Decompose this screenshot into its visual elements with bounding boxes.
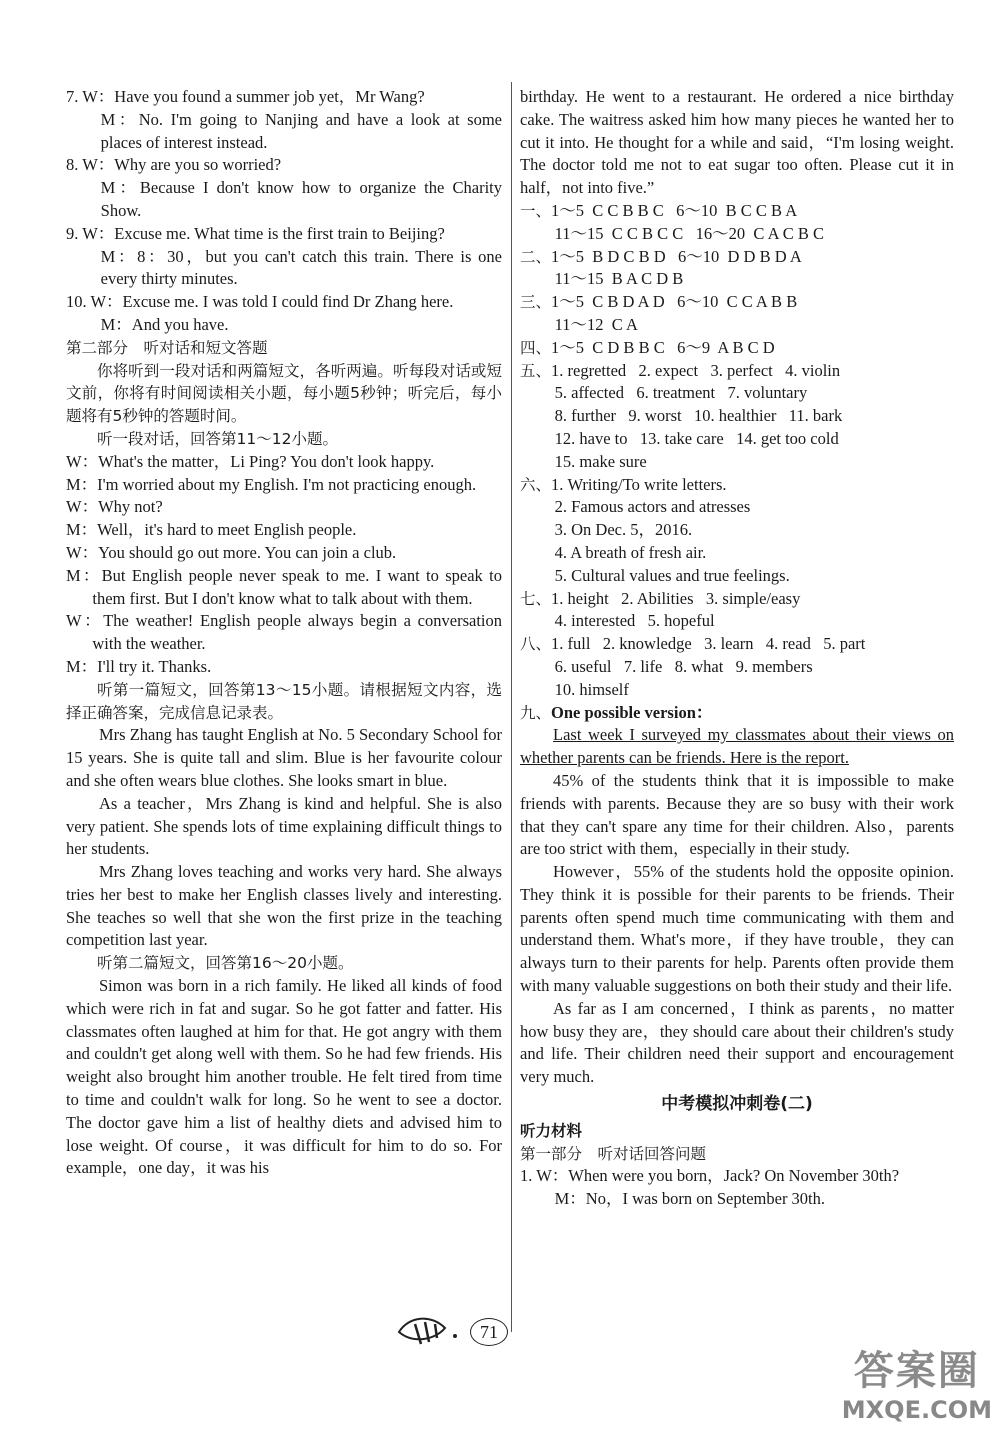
left-paragraph: W：Why not? xyxy=(66,497,163,517)
answer-text: 15. make sure xyxy=(554,451,647,471)
answer-line xyxy=(520,610,954,633)
answer-text: 3. On Dec. 5，2016. xyxy=(554,520,693,540)
left-paragraph: Mrs Zhang has taught English at No. 5 Secondary School for 15 years. She is quite tall and slim. Blue is her favourite colour and she often wears blue clothes. She looks smart in blue. xyxy=(66,725,502,790)
answer-line xyxy=(520,679,954,702)
dialogue-line-1: 1. W：When were you born，Jack? On November 30th? xyxy=(520,1166,900,1186)
left-paragraph: 7. W：Have you found a summer job yet，Mr Wang? xyxy=(66,87,425,106)
answer-line xyxy=(520,656,954,679)
watermark-logo xyxy=(842,1339,992,1424)
answer-text: 2. Famous actors and atresses xyxy=(554,497,751,517)
answer-text: 1～5 C C B B C 6～10 B C C B A xyxy=(551,200,798,220)
page-number: 71 xyxy=(470,1318,508,1346)
left-paragraph: 你将听到一段对话和两篇短文，各听两遍。听每段对话或短文前，你将有时间阅读相关小题，每小题5秒钟；听完后，每小题将有5秒钟的答题时间。 xyxy=(66,361,502,426)
left-paragraph: 听一段对话，回答第11～12小题。 xyxy=(97,429,338,448)
left-paragraph: M：But English people never speak to me. I want to speak to them first. But I don't know what to talk about with them. xyxy=(66,565,502,608)
essay-heading: One possible version： xyxy=(551,702,713,722)
left-paragraph: W：The weather! English people always begin a conversation with the weather. xyxy=(66,611,502,654)
left-paragraph: 听第一篇短文，回答第13～15小题。请根据短文内容，选择正确答案，完成信息记录表。 xyxy=(66,680,502,722)
answer-text: 10. himself xyxy=(554,679,629,699)
answer-text: 4. interested 5. hopeful xyxy=(554,611,715,631)
answer-line xyxy=(520,405,954,428)
answer-text: 1. regretted 2. expect 3. perfect 4. violin xyxy=(551,360,841,380)
left-paragraph: W：You should go out more. You can join a club. xyxy=(66,542,397,562)
answer-group-label: 五、 xyxy=(520,361,552,380)
answer-text: 1～5 C D B B C 6～9 A B C D xyxy=(551,337,775,357)
left-paragraph: 10. W：Excuse me. I was told I could find Dr Zhang here. xyxy=(66,292,454,312)
answer-text: 8. further 9. worst 10. healthier 11. bark xyxy=(554,406,843,426)
left-paragraph: M：I'll try it. Thanks. xyxy=(66,656,212,676)
dialogue-line-2: M：No，I was born on September 30th. xyxy=(554,1189,826,1209)
left-paragraph: M：No. I'm going to Nanjing and have a look at some places of interest instead. xyxy=(100,109,502,152)
answer-line xyxy=(520,268,954,291)
answer-line xyxy=(520,496,954,519)
answer-line xyxy=(520,223,954,246)
left-paragraph: 听第二篇短文，回答第16～20小题。 xyxy=(97,954,354,973)
left-paragraph: As a teacher，Mrs Zhang is kind and helpful. She is also very patient. She spends lots of time explaining difficult things to her students. xyxy=(66,793,502,859)
essay-intro: Last week I surveyed my classmates about their views on whether parents can be friends. Here is the report. xyxy=(520,725,954,768)
answer-key xyxy=(520,200,954,702)
left-paragraph: M：8：30，but you can't catch this train. There is one every thirty minutes. xyxy=(100,246,502,289)
answer-text: 5. Cultural values and true feelings. xyxy=(554,565,790,585)
left-paragraph: 9. W：Excuse me. What time is the first train to Beijing? xyxy=(66,223,445,243)
answer-text: 5. affected 6. treatment 7. voluntary xyxy=(554,383,808,403)
watermark-line2: MXQE.COM xyxy=(841,1396,992,1424)
answer-text: 1～5 B D C B D 6～10 D D B D A xyxy=(551,246,802,266)
left-paragraph: Mrs Zhang loves teaching and works very hard. She always tries her best to make her English classes lively and interesting. She teaches so well that she won the first prize in the teaching competition last year. xyxy=(66,862,502,950)
answer-text: 1. Writing/To write letters. xyxy=(551,474,727,494)
answer-group-label: 三、 xyxy=(520,293,552,312)
left-paragraph: Simon was born in a rich family. He liked all kinds of food which were rich in fat and sugar. So he got fatter and fatter. His classmates often laughed at him for that. He got angry with them and couldn't get along well with them. So he had few friends. His weight also brought him another trouble. He felt tired from time to time and couldn't walk for long. So he went to see a doctor. The doctor gave him a list of healthy diets and advised him to lose weight. Of course，it was difficult for him to do so. For example，one day，it was his xyxy=(66,976,502,1178)
answer-line xyxy=(520,542,954,565)
page-footer xyxy=(470,1318,508,1346)
answer-line xyxy=(520,451,954,474)
left-paragraph: M：Because I don't know how to organize the Charity Show. xyxy=(100,178,502,220)
answer-line xyxy=(520,519,954,542)
answer-line xyxy=(520,588,954,611)
left-paragraph: W：What's the matter，Li Ping? You don't look happy. xyxy=(66,451,435,471)
section-title: 中考模拟冲刺卷(二) xyxy=(661,1094,813,1115)
answer-text: 4. A breath of fresh air. xyxy=(554,542,707,562)
left-paragraph: M：I'm worried about my English. I'm not practicing enough. xyxy=(66,474,477,494)
answer-group-label: 七、 xyxy=(520,589,552,608)
answer-line xyxy=(520,360,954,383)
essay-paragraph-2: However，55% of the students hold the opposite opinion. They think it is possible for their parents to be friends. Their parents often spend much time communicating with them and understand them. What's more，if they have trouble，they can always turn to their parents for help. Parents often provide them with many valuable suggestions on both their study and their life. xyxy=(520,862,954,996)
watermark-line1: 答案圈 xyxy=(853,1348,980,1394)
answer-text: 6. useful 7. life 8. what 9. members xyxy=(554,656,813,676)
left-paragraph: 8. W：Why are you so worried? xyxy=(66,155,282,175)
answer-line xyxy=(520,314,954,337)
answer-line xyxy=(520,337,954,360)
left-paragraph: 第二部分 听对话和短文答题 xyxy=(66,338,268,357)
answer-line xyxy=(520,291,954,314)
answer-text: 11～15 B A C D B xyxy=(554,269,684,289)
column-divider xyxy=(511,82,512,1332)
answer-text: 11～15 C C B C C 16～20 C A C B C xyxy=(554,223,825,243)
part-heading: 第一部分 听对话回答问题 xyxy=(520,1144,707,1163)
answer-line xyxy=(520,382,954,405)
left-paragraph: M：Well，it's hard to meet English people. xyxy=(66,520,357,540)
answer-group-label: 二、 xyxy=(520,247,552,266)
essay-section xyxy=(520,702,954,1090)
material-heading: 听力材料 xyxy=(520,1121,583,1140)
answer-line xyxy=(520,200,954,223)
answer-line xyxy=(520,428,954,451)
answer-group-label: 六、 xyxy=(520,475,552,494)
left-paragraph: M：And you have. xyxy=(100,314,229,334)
fish-logo-icon xyxy=(395,1310,465,1350)
answer-line xyxy=(520,474,954,497)
essay-paragraph-3: As far as I am concerned，I think as parents，no matter how busy they are，they should care about their children's study and life. Their children need their support and encouragement very much. xyxy=(520,998,954,1087)
answer-group-label: 一、 xyxy=(520,201,552,220)
essay-paragraph-1: 45% of the students think that it is impossible to make friends with parents. Because they are so busy with their work that they can't spare any time for their children. Also，parents are too strict with them，especially in their study. xyxy=(520,770,954,859)
answer-line xyxy=(520,565,954,588)
story-continuation: birthday. He went to a restaurant. He ordered a nice birthday cake. The waitress asked him how many pieces he wanted her to cut it into. He thought for a while and said，“I'm losing weight. The doctor told me not to eat sugar too often. Please cut it in half，not into five.” xyxy=(520,87,954,198)
answer-text: 1～5 C B D A D 6～10 C C A B B xyxy=(551,292,798,312)
answer-group-label: 八、 xyxy=(520,635,552,654)
right-column xyxy=(520,86,954,1211)
answer-text: 1. full 2. knowledge 3. learn 4. read 5. part xyxy=(551,634,866,654)
answer-group-label: 四、 xyxy=(520,338,552,357)
left-column xyxy=(66,86,502,1180)
answer-text: 11～12 C A xyxy=(554,314,638,334)
answer-line xyxy=(520,633,954,656)
answer-text: 12. have to 13. take care 14. get too cold xyxy=(554,428,839,448)
essay-label: 九、 xyxy=(520,703,552,722)
answer-text: 1. height 2. Abilities 3. simple/easy xyxy=(551,588,801,608)
answer-line xyxy=(520,246,954,269)
